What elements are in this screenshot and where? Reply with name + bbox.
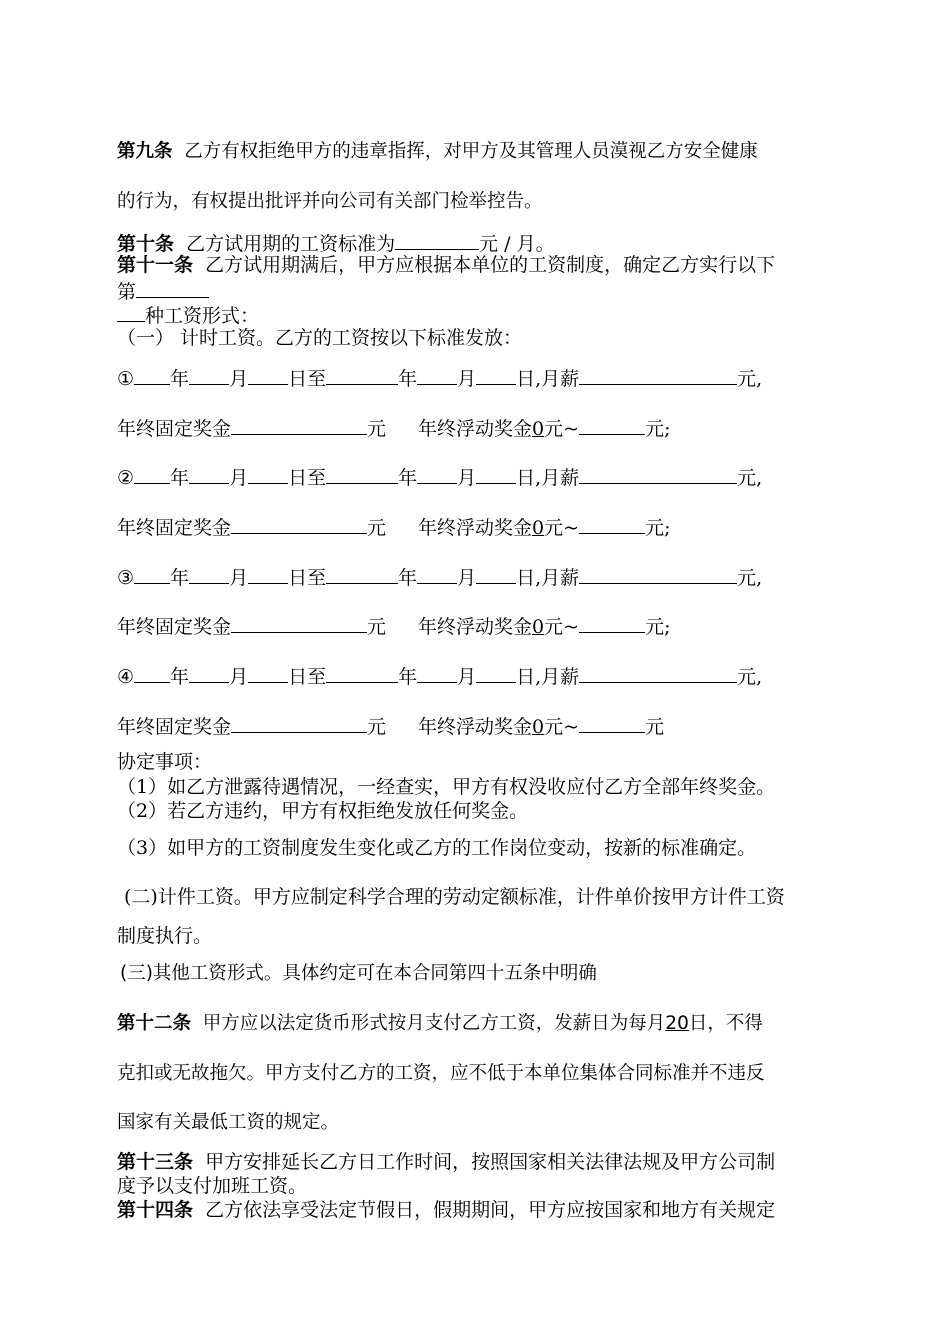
probation-wage-blank[interactable]: [395, 229, 479, 250]
start-year-blank[interactable]: [134, 463, 170, 484]
end-day-blank[interactable]: [476, 463, 516, 484]
end-day-blank[interactable]: [476, 563, 516, 584]
label: 年终固定奖金: [117, 517, 232, 539]
monthly-salary-blank[interactable]: [579, 662, 737, 683]
article-13-line-1: [117, 1150, 775, 1174]
start-month-blank[interactable]: [189, 463, 229, 484]
end-year-blank[interactable]: [326, 364, 398, 385]
label: 元,: [737, 666, 763, 688]
label: 月: [229, 368, 249, 390]
label: 日,月薪: [516, 567, 580, 589]
article-11-heading: 第十一条: [117, 254, 194, 276]
wage-form-blank-2[interactable]: [117, 301, 145, 322]
float-bonus-min: 0: [532, 716, 545, 738]
article-9-line-1: [117, 140, 758, 164]
article-11-line-1: [117, 253, 775, 277]
start-month-blank[interactable]: [189, 662, 229, 683]
end-month-blank[interactable]: [417, 662, 457, 683]
article-14-text-1: 乙方依法享受法定节假日，假期期间，甲方应按国家和地方有关规定: [205, 1199, 776, 1221]
start-day-blank[interactable]: [248, 463, 288, 484]
period-row: [117, 364, 762, 391]
label: 年终固定奖金: [117, 616, 232, 638]
article-14-line-1: [117, 1198, 775, 1222]
label: 月: [229, 666, 249, 688]
label: 元,: [737, 467, 763, 489]
label: 日至: [288, 666, 327, 688]
end-year-blank[interactable]: [326, 463, 398, 484]
start-day-blank[interactable]: [248, 563, 288, 584]
fixed-bonus-blank[interactable]: [231, 712, 367, 733]
article-10-text-b: 元 / 月。: [479, 233, 555, 255]
bonus-row: [117, 513, 670, 540]
article-12-line-3: 国家有关最低工资的规定。: [117, 1112, 340, 1133]
label: 元: [367, 616, 387, 638]
start-day-blank[interactable]: [248, 364, 288, 385]
end-day-blank[interactable]: [476, 364, 516, 385]
label: 月: [457, 368, 477, 390]
article-14-heading: 第十四条: [117, 1199, 194, 1221]
period-row: [117, 563, 762, 590]
label: 元~: [544, 616, 580, 638]
article-9-heading: 第九条: [117, 141, 173, 162]
bonus-row: [117, 414, 670, 441]
article-11-text-1: 乙方试用期满后，甲方应根据本单位的工资制度，确定乙方实行以下: [205, 254, 776, 276]
label: 元,: [737, 567, 763, 589]
end-year-blank[interactable]: [326, 662, 398, 683]
period-marker: ②: [117, 467, 135, 489]
label: 日,月薪: [516, 368, 580, 390]
end-month-blank[interactable]: [417, 463, 457, 484]
label: 元~: [544, 716, 580, 738]
end-month-blank[interactable]: [417, 563, 457, 584]
label: 元: [367, 418, 387, 440]
article-13-text-1: 甲方安排延长乙方日工作时间，按照国家相关法律法规及甲方公司制: [205, 1151, 776, 1173]
monthly-salary-blank[interactable]: [579, 563, 737, 584]
float-bonus-max-blank[interactable]: [579, 612, 645, 633]
start-month-blank[interactable]: [189, 364, 229, 385]
article-13-line-2: 度予以支付加班工资。: [117, 1175, 308, 1197]
label: 年: [398, 567, 418, 589]
article-10: [117, 229, 555, 256]
fixed-bonus-blank[interactable]: [231, 513, 367, 534]
wage-form-blank-1[interactable]: [136, 277, 209, 298]
label: 日,月薪: [516, 467, 580, 489]
article-11-line-3: [117, 301, 259, 328]
label: 元: [367, 716, 387, 738]
agreement-item-3: （3）如甲方的工资制度发生变化或乙方的工作岗位变动，按新的标准确定。: [117, 837, 757, 859]
label: 日至: [288, 567, 327, 589]
label: 年: [170, 368, 190, 390]
label: 日至: [288, 368, 327, 390]
other-wage-forms: (三)其他工资形式。具体约定可在本合同第四十五条中明确: [120, 963, 597, 984]
label: 日至: [288, 467, 327, 489]
float-bonus-max-blank[interactable]: [579, 712, 645, 733]
period-marker: ①: [117, 368, 135, 390]
hourly-wage-intro: （一） 计时工资。乙方的工资按以下标准发放：: [117, 327, 523, 349]
label: 年终浮动奖金: [418, 517, 533, 539]
fixed-bonus-blank[interactable]: [231, 612, 367, 633]
label: 月: [229, 567, 249, 589]
monthly-salary-blank[interactable]: [579, 463, 737, 484]
article-9-text-1: 乙方有权拒绝甲方的违章指挥，对甲方及其管理人员漠视乙方安全健康: [184, 141, 758, 162]
agreement-title: 协定事项：: [117, 751, 213, 773]
period-marker: ③: [117, 567, 135, 589]
monthly-salary-blank[interactable]: [579, 364, 737, 385]
bonus-row: [117, 712, 664, 739]
label: 年: [398, 467, 418, 489]
label: 元~: [544, 418, 580, 440]
label: 元;: [645, 418, 671, 440]
article-12-heading: 第十二条: [117, 1013, 192, 1034]
float-bonus-max-blank[interactable]: [579, 414, 645, 435]
float-bonus-min: 0: [532, 616, 545, 638]
label: 元: [367, 517, 387, 539]
article-11-sub-1: [117, 326, 522, 350]
float-bonus-min: 0: [532, 418, 545, 440]
article-10-text-a: 乙方试用期的工资标准为: [186, 233, 396, 255]
article-9-text-2: 的行为，有权提出批评并向公司有关部门检举控告。: [117, 191, 543, 212]
pay-day: 20: [665, 1013, 689, 1034]
label: 年终浮动奖金: [418, 418, 533, 440]
article-11-text-3: 种工资形式：: [145, 305, 260, 327]
start-day-blank[interactable]: [248, 662, 288, 683]
label: 月: [457, 666, 477, 688]
article-10-heading: 第十条: [117, 233, 175, 255]
end-month-blank[interactable]: [417, 364, 457, 385]
article-12-line-1: [117, 1012, 763, 1036]
piece-work-line-1: (二)计件工资。甲方应制定科学合理的劳动定额标准，计件单价按甲方计件工资: [124, 886, 785, 908]
label: 元~: [544, 517, 580, 539]
label: 年终固定奖金: [117, 418, 232, 440]
label: 元: [645, 716, 665, 738]
article-12-text-1a: 甲方应以法定货币形式按月支付乙方工资，发薪日为每月: [202, 1013, 666, 1034]
float-bonus-max-blank[interactable]: [579, 513, 645, 534]
piece-work-line-2: 制度执行。: [117, 925, 213, 947]
float-bonus-min: 0: [532, 517, 545, 539]
agreement-item-2: （2）若乙方违约，甲方有权拒绝发放任何奖金。: [117, 800, 529, 822]
article-12-line-2: 克扣或无故拖欠。甲方支付乙方的工资，应不低于本单位集体合同标准并不违反: [117, 1063, 765, 1084]
label: 元;: [645, 517, 671, 539]
label: 日,月薪: [516, 666, 580, 688]
label: 年终固定奖金: [117, 716, 232, 738]
label: 年终浮动奖金: [418, 716, 533, 738]
period-marker: ④: [117, 666, 135, 688]
start-month-blank[interactable]: [189, 563, 229, 584]
label: 年终浮动奖金: [418, 616, 533, 638]
label: 年: [398, 666, 418, 688]
label: 年: [170, 567, 190, 589]
fixed-bonus-blank[interactable]: [231, 414, 367, 435]
agreement-item-1: （1）如乙方泄露待遇情况，一经查实，甲方有权没收应付乙方全部年终奖金。: [117, 776, 776, 798]
label: 年: [170, 467, 190, 489]
start-year-blank[interactable]: [134, 563, 170, 584]
period-row: [117, 463, 762, 490]
label: 月: [457, 467, 477, 489]
end-year-blank[interactable]: [326, 563, 398, 584]
article-11-line-2: [117, 277, 209, 304]
label: 元;: [645, 616, 671, 638]
label: 年: [170, 666, 190, 688]
label: 月: [229, 467, 249, 489]
bonus-row: [117, 612, 670, 639]
start-year-blank[interactable]: [134, 364, 170, 385]
article-13-heading: 第十三条: [117, 1151, 194, 1173]
label: 年: [398, 368, 418, 390]
article-9-line-2: [117, 190, 543, 214]
end-day-blank[interactable]: [476, 662, 516, 683]
label: 月: [457, 567, 477, 589]
period-row: [117, 662, 762, 689]
start-year-blank[interactable]: [134, 662, 170, 683]
article-12-text-1b: 日，不得: [688, 1013, 763, 1034]
article-11-text-2: 第: [117, 281, 137, 303]
label: 元,: [737, 368, 763, 390]
